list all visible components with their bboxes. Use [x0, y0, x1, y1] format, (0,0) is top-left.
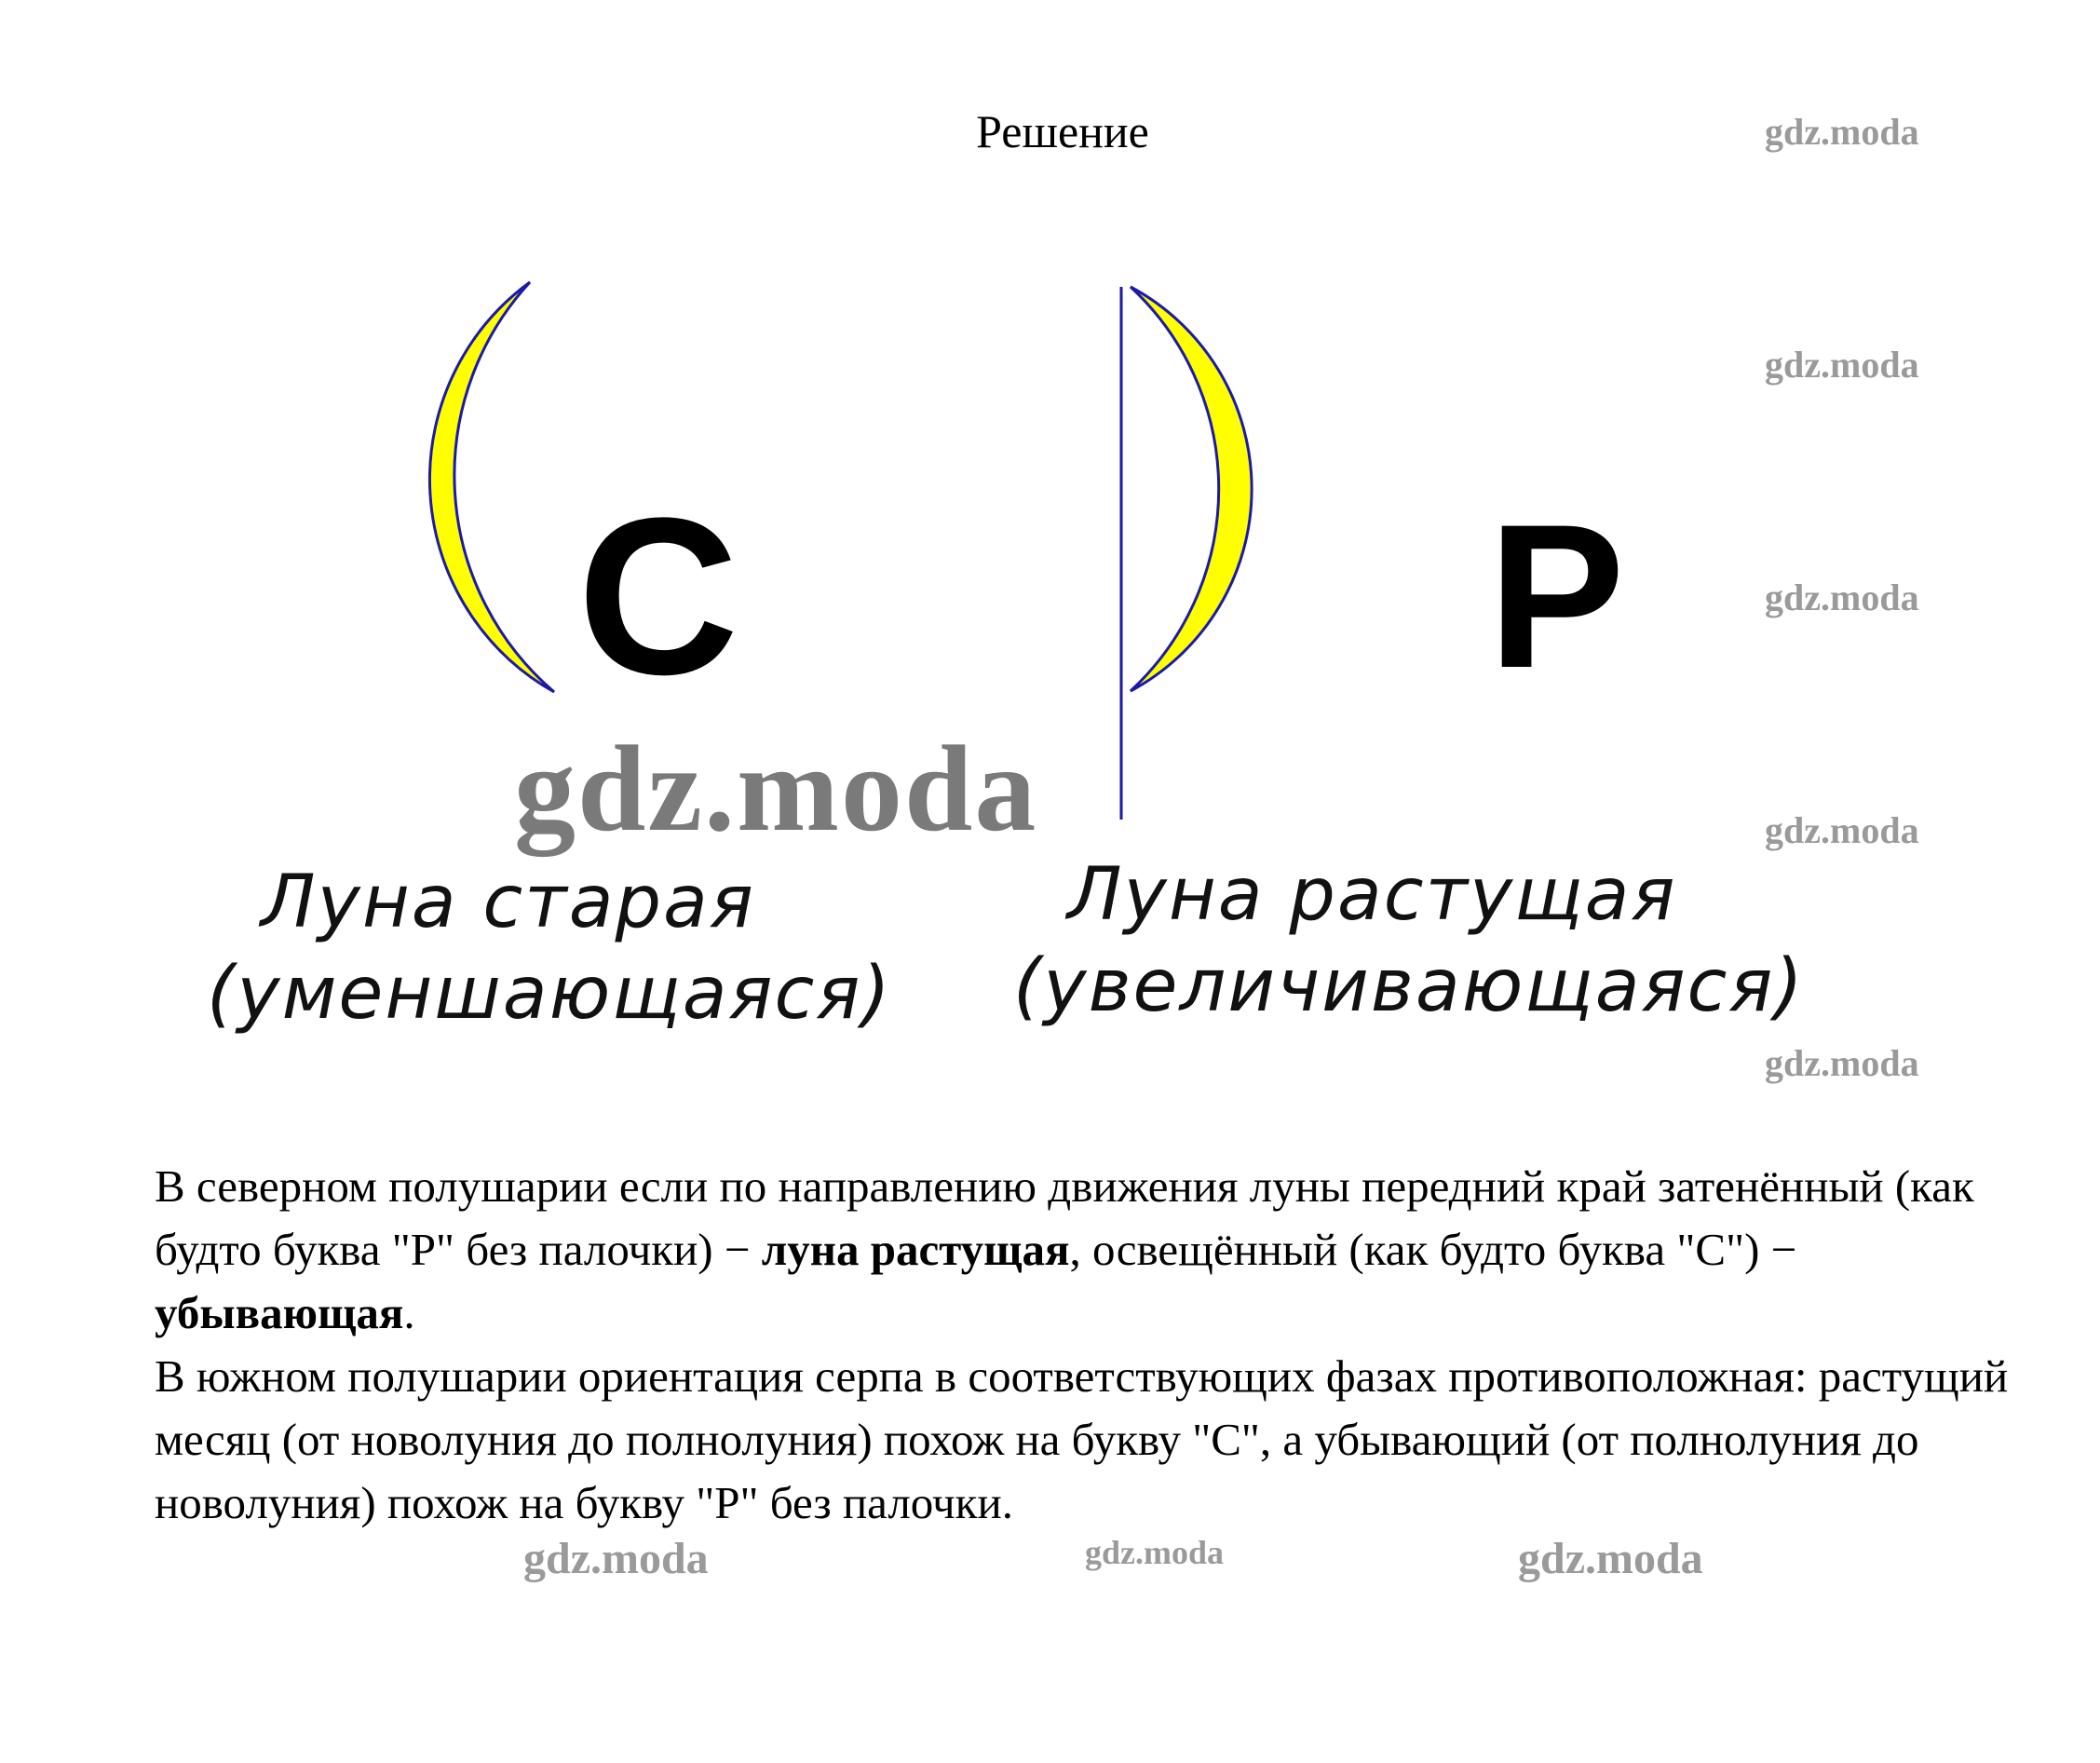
watermark-large: gdz.moda [514, 720, 1038, 857]
highlight-growing: луна растущая [761, 1224, 1070, 1275]
watermark: gdz.moda [1765, 344, 1919, 386]
old-moon-crescent [429, 282, 554, 692]
letter-c: С [577, 471, 739, 721]
watermark: gdz.moda [1518, 1534, 1703, 1583]
caption-old-moon-line1: Луна старая [261, 861, 755, 944]
highlight-waning: убывающая [155, 1287, 404, 1338]
page-title: Решение [976, 105, 1149, 157]
paragraph-north-text-1: В северном полушарии если по направлению движения луны передний край затенённый (как будто буква "Р" без палочки) − [155, 1160, 1974, 1275]
paragraph-north [155, 1155, 2036, 1345]
paragraph-north-text-3: . [403, 1287, 415, 1338]
watermark: gdz.moda [1765, 809, 1919, 851]
caption-old-moon-line2: (уменшающаяся) [207, 952, 892, 1036]
explanation-text [155, 1155, 2036, 1535]
caption-new-moon-line1: Луна растущая [1067, 853, 1677, 937]
watermark: gdz.moda [1085, 1534, 1225, 1571]
watermark: gdz.moda [1765, 576, 1919, 618]
caption-old-moon [207, 857, 892, 1039]
watermark: gdz.moda [1765, 111, 1919, 153]
watermark: gdz.moda [1765, 1042, 1919, 1084]
paragraph-north-text-2: , освещённый (как будто буква "С") − [1069, 1224, 1797, 1275]
new-moon-crescent [1131, 287, 1252, 691]
caption-new-moon [1013, 849, 1805, 1032]
letter-r: Р [1488, 481, 1625, 711]
watermark: gdz.moda [523, 1534, 709, 1583]
caption-new-moon-line2: (увеличивающаяся) [1013, 944, 1805, 1028]
paragraph-south: В южном полушарии ориентация серпа в соответствующих фазах противоположная: растущий месяц (от новолуния до полнолуния) похож на букву "С", а убывающий (от полнолуния до новолуния) похож на букву "Р" без палочки. [155, 1350, 2009, 1528]
